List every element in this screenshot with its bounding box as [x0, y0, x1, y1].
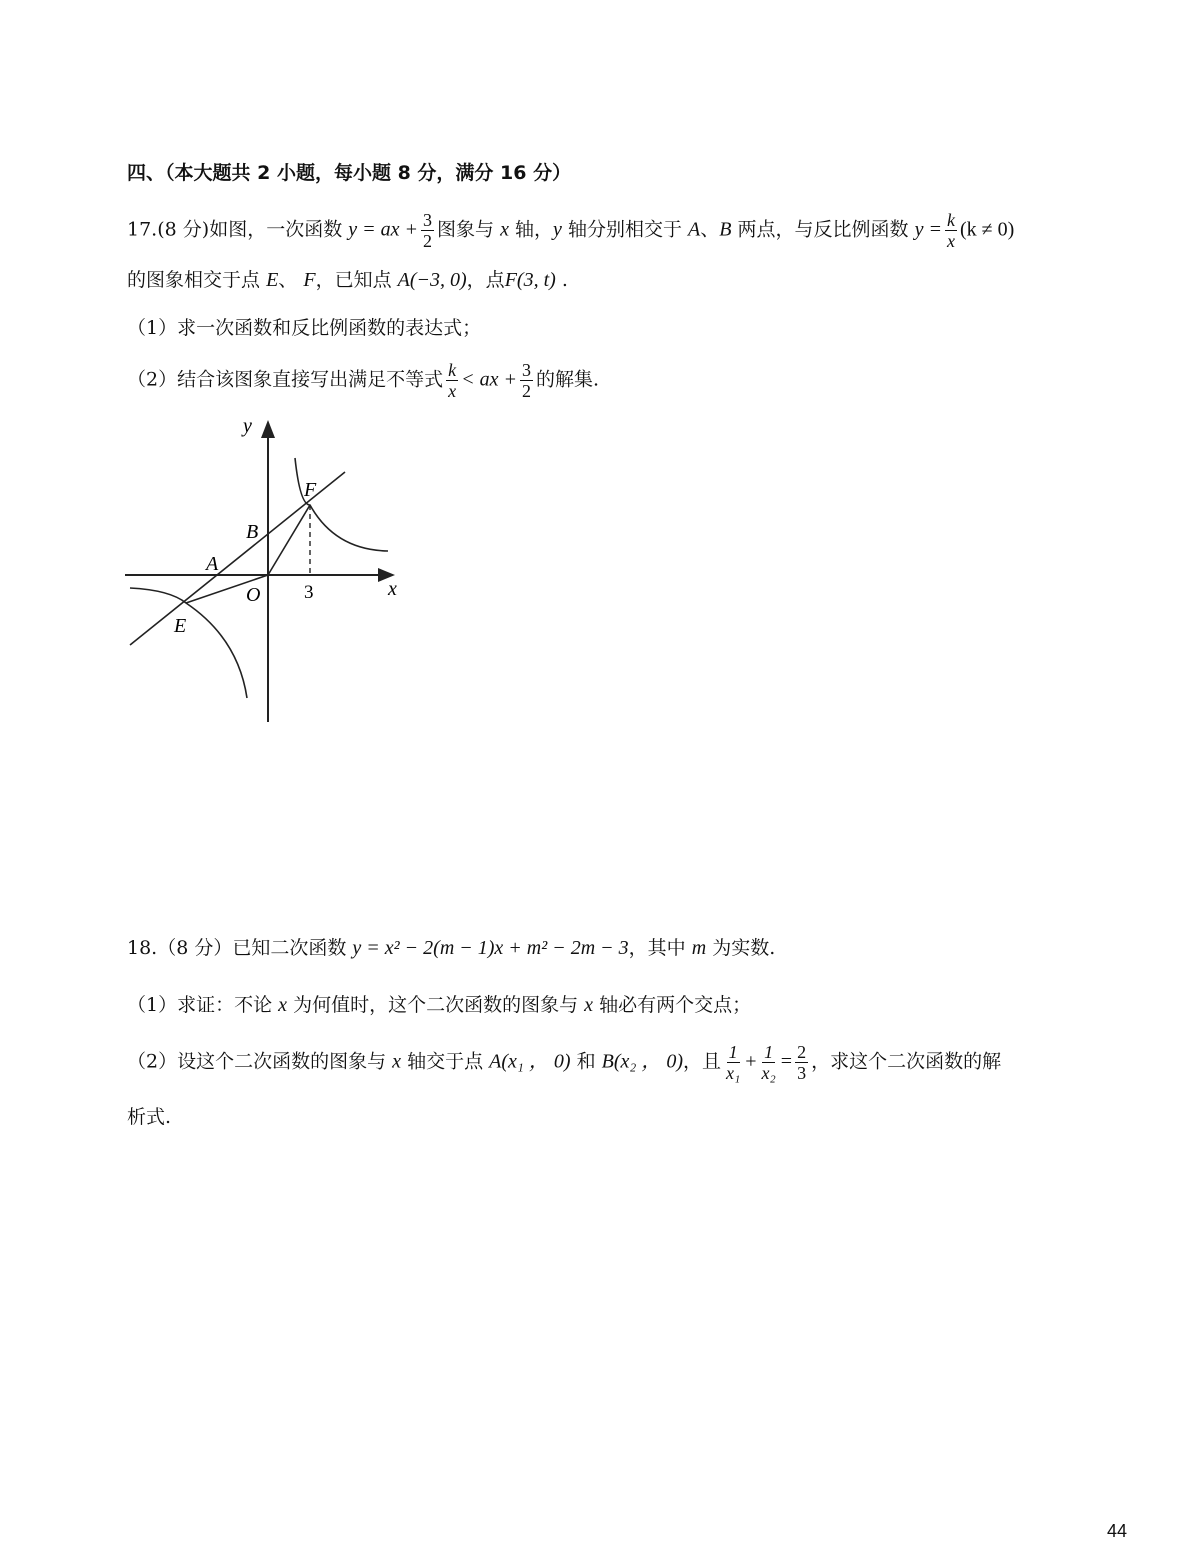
ineq-fraction-left: [446, 360, 458, 401]
q18-equation: y = x² − 2(m − 1)x + m² − 2m − 3: [352, 937, 629, 959]
plus-sign: +: [745, 1050, 757, 1073]
frac-numerator: k: [448, 360, 457, 380]
q17-text: 轴，: [515, 218, 554, 241]
frac-denominator: x₂: [761, 1063, 776, 1083]
equals-sign: =: [780, 1050, 793, 1073]
q17-text: 轴分别相交于: [567, 218, 682, 241]
q17-part2: [127, 360, 599, 401]
label-e: E: [174, 615, 187, 637]
y-axis-arrow-icon: [261, 420, 275, 438]
q17-text: 的图象相交于点: [127, 269, 261, 291]
point-b-roots: B(x₂ ， 0): [601, 1050, 683, 1073]
q18-text: ，其中: [628, 937, 686, 959]
q18-part2-text: 和: [576, 1050, 596, 1073]
q17-linear-lhs: y = ax +: [348, 218, 418, 241]
frac-numerator: 1: [764, 1042, 774, 1062]
q18-part2-text: 轴交于点: [407, 1050, 484, 1073]
var-y: y: [553, 218, 562, 241]
label-x: x: [388, 578, 397, 600]
var-x: x: [584, 994, 594, 1016]
var-x: x: [278, 994, 288, 1016]
q17-inverse-lhs: y =: [914, 218, 942, 241]
q17-score: (8 分): [157, 218, 210, 241]
q17-line2: [127, 268, 568, 292]
point-f-coordinate: F(3, t): [504, 269, 556, 291]
q18-part1-text: 轴必有两个交点；: [599, 994, 752, 1016]
var-x: x: [392, 1050, 402, 1073]
label-f: F: [304, 479, 317, 501]
hyperbola-branch-q1: [295, 458, 388, 551]
q18-number: 18.: [127, 937, 158, 959]
q18-part2-text: ，且: [683, 1050, 722, 1073]
segment-of: [268, 505, 310, 575]
point-e: E: [266, 269, 279, 291]
separator: 、: [700, 218, 720, 241]
q18-part2-text: （2）设这个二次函数的图象与: [127, 1050, 387, 1073]
q17-text: 两点，与反比例函数: [737, 218, 909, 241]
fraction-1-over-x1: [724, 1042, 742, 1083]
frac-numerator: 2: [797, 1042, 807, 1062]
page-number: 44: [1107, 1521, 1128, 1541]
q18-score: （8 分）: [157, 937, 233, 959]
q18-line1: [127, 936, 775, 960]
frac-numerator: k: [946, 210, 955, 230]
frac-denominator: 2: [423, 231, 432, 251]
point-a: A: [688, 218, 701, 241]
q17-line1: [127, 210, 1014, 251]
q18-part2-continued: 析式.: [127, 1106, 172, 1128]
point-a-roots: A(x₁ ， 0): [489, 1050, 571, 1073]
period: .: [561, 269, 568, 291]
q17-text: ，点: [466, 269, 505, 291]
frac-denominator: x₁: [726, 1063, 741, 1083]
frac-denominator: x: [448, 381, 457, 401]
q18-part2: [127, 1042, 1001, 1083]
q17-part2-text: （2）结合该图象直接写出满足不等式: [127, 368, 444, 391]
q17-part2-text: 的解集.: [535, 368, 600, 391]
q18-text: 为实数.: [712, 937, 776, 959]
q17-text: 如图，一次函数: [209, 218, 343, 241]
frac-numerator: 3: [521, 360, 531, 380]
label-o: O: [246, 584, 261, 606]
var-m: m: [691, 937, 707, 959]
var-x: x: [500, 218, 509, 241]
q18-part1-text: 为何值时，这个二次函数的图象与: [293, 994, 579, 1016]
q17-text: 图象与: [437, 218, 495, 241]
q17-linear-fraction: [421, 210, 434, 251]
fraction-2-over-3: [795, 1042, 808, 1083]
q17-part1: （1）求一次函数和反比例函数的表达式；: [127, 317, 482, 339]
point-a-coordinate: A(−3, 0): [397, 269, 467, 291]
q18-part1: [127, 993, 751, 1017]
frac-numerator: 3: [423, 210, 432, 230]
q17-inverse-fraction: [945, 210, 957, 251]
label-b: B: [246, 521, 259, 543]
fraction-1-over-x2: [760, 1042, 778, 1083]
q17-inverse-condition: (k ≠ 0): [959, 218, 1015, 241]
frac-denominator: 2: [521, 381, 531, 401]
q18-text: 已知二次函数: [232, 937, 347, 959]
label-y: y: [243, 415, 252, 437]
frac-denominator: 3: [797, 1063, 807, 1083]
ineq-middle: < ax +: [461, 368, 517, 391]
point-b: B: [719, 218, 732, 241]
q17-figure: [120, 410, 420, 730]
q18-part1-text: （1）求证：不论: [127, 994, 273, 1016]
label-3: 3: [304, 582, 314, 603]
frac-numerator: 1: [728, 1042, 738, 1062]
ineq-fraction-right: [520, 360, 533, 401]
frac-denominator: x: [946, 231, 955, 251]
label-a: A: [206, 553, 219, 575]
q17-text: ，已知点: [315, 269, 392, 291]
q18-part2-text: ，求这个二次函数的解: [811, 1050, 1002, 1073]
q17-number: 17.: [127, 218, 158, 241]
section-heading: 四、（本大题共 2 小题，每小题 8 分，满分 16 分）: [127, 162, 572, 184]
point-f: F: [303, 269, 316, 291]
separator: 、: [278, 269, 298, 291]
hyperbola-branch-q3: [130, 588, 247, 698]
